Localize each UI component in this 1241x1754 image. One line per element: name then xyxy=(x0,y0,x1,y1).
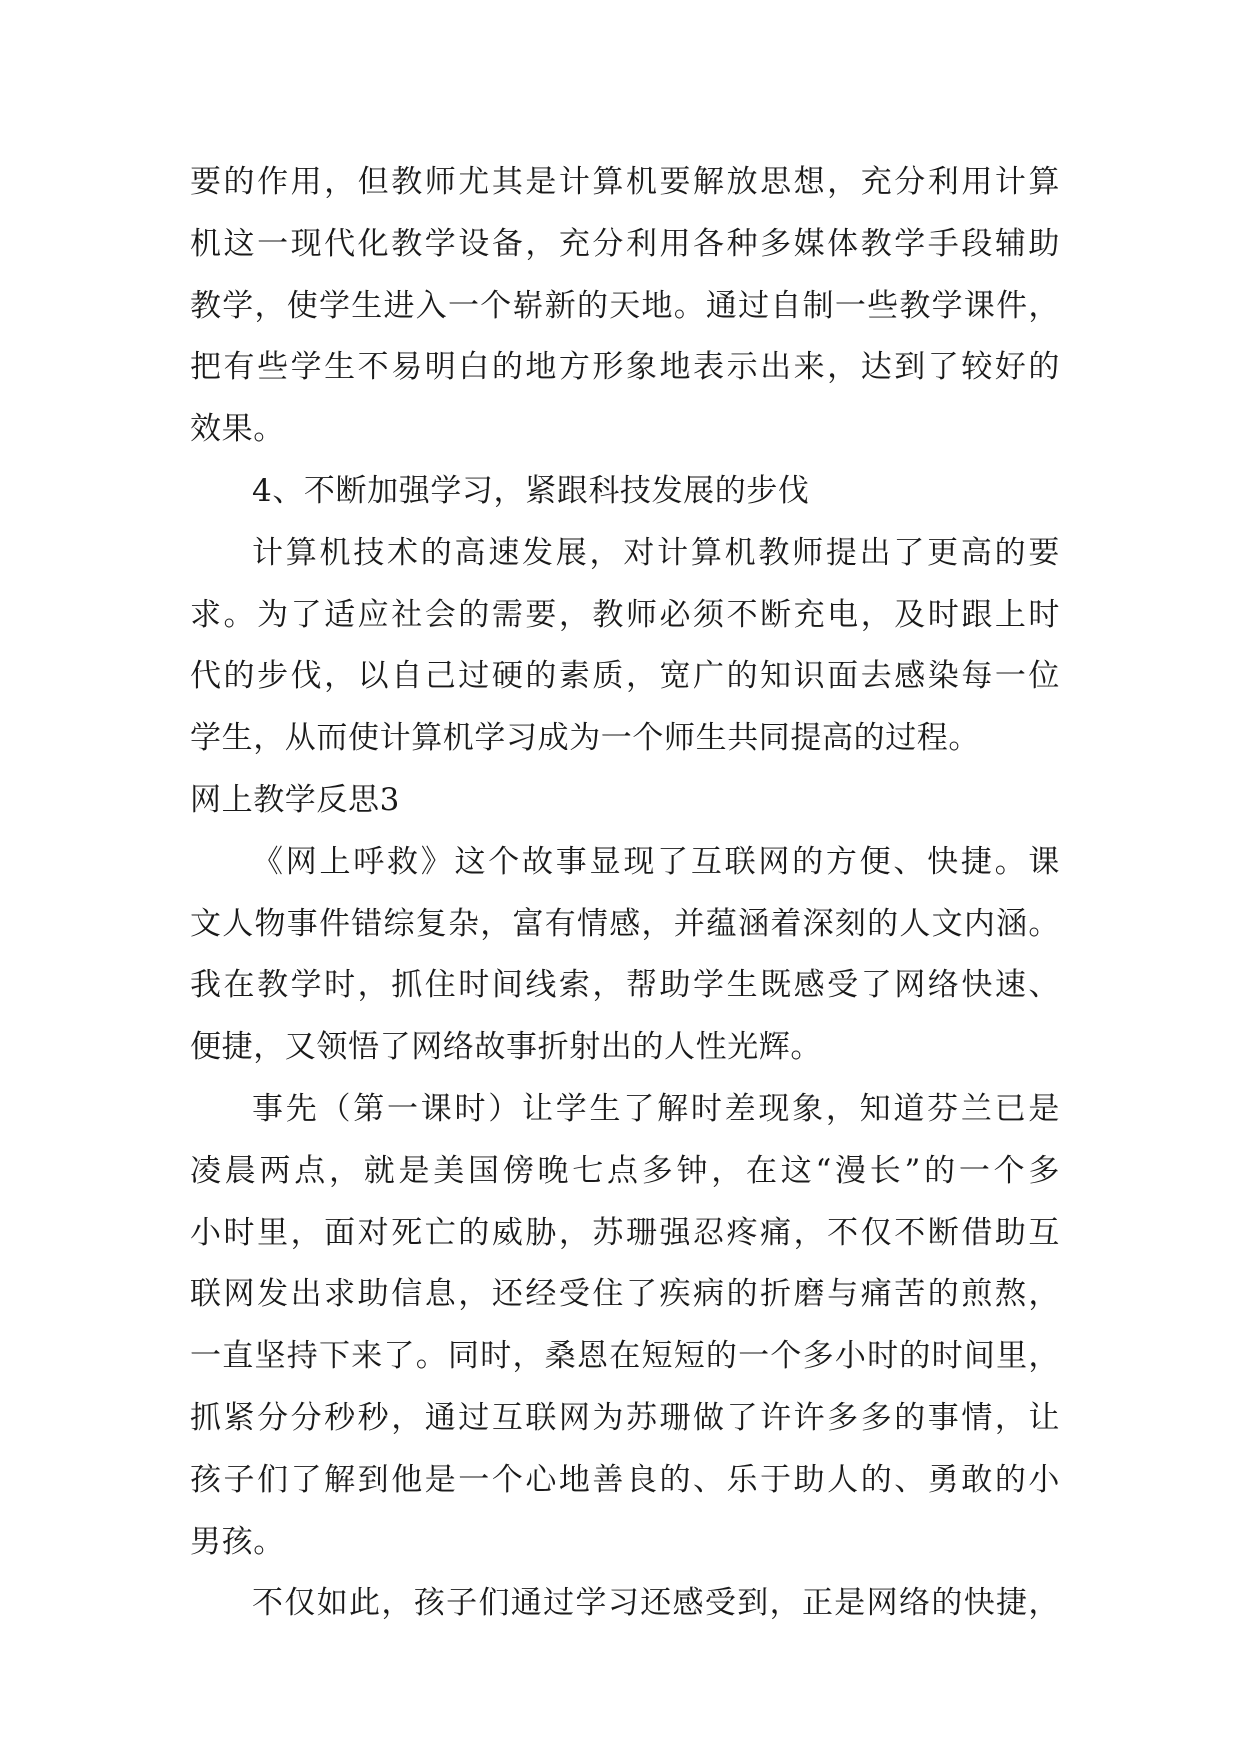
paragraph-line: 一直坚持下来了。同时，桑恩在短短的一个多小时的时间里， xyxy=(190,1338,1060,1375)
paragraph-line: 联网发出求助信息，还经受住了疾病的折磨与痛苦的煎熬， xyxy=(190,1276,1060,1313)
paragraph-line: 事先（第一课时）让学生了解时差现象，知道芬兰已是 xyxy=(252,1090,1060,1127)
paragraph-line: 教学，使学生进入一个崭新的天地。通过自制一些教学课件， xyxy=(190,287,1060,324)
paragraph-line: 抓紧分分秒秒，通过互联网为苏珊做了许许多多的事情，让 xyxy=(190,1399,1060,1436)
paragraph-line: 要的作用，但教师尤其是计算机要解放思想，充分利用计算 xyxy=(190,164,1060,200)
paragraph-line: 《网上呼救》这个故事显现了互联网的方便、快捷。课 xyxy=(252,843,1060,880)
paragraph-line: 学生，从而使计算机学习成为一个师生共同提高的过程。 xyxy=(190,720,980,757)
paragraph-line: 代的步伐，以自己过硬的素质，宽广的知识面去感染每一位 xyxy=(190,658,1060,695)
paragraph-line: 把有些学生不易明白的地方形象地表示出来，达到了较好的 xyxy=(190,349,1060,386)
paragraph-line: 不仅如此，孩子们通过学习还感受到，正是网络的快捷， xyxy=(252,1585,1060,1622)
document-body xyxy=(190,152,1060,1635)
paragraph-line: 便捷，又领悟了网络故事折射出的人性光辉。 xyxy=(190,1029,822,1066)
paragraph-line: 凌晨两点，就是美国傍晚七点多钟，在这“漫长”的一个多 xyxy=(190,1152,1060,1189)
paragraph-line: 小时里，面对死亡的威胁，苏珊强忍疼痛，不仅不断借助互 xyxy=(190,1214,1060,1251)
paragraph-line: 男孩。 xyxy=(190,1523,285,1560)
paragraph-line: 计算机技术的高速发展，对计算机教师提出了更高的要 xyxy=(252,534,1060,571)
section-heading: 4、不断加强学习，紧跟科技发展的步伐 xyxy=(252,472,810,509)
article-title: 网上教学反思3 xyxy=(190,781,400,818)
paragraph-line: 求。为了适应社会的需要，教师必须不断充电，及时跟上时 xyxy=(190,596,1060,633)
paragraph-line: 机这一现代化教学设备，充分利用各种多媒体教学手段辅助 xyxy=(190,225,1060,262)
paragraph-line: 孩子们了解到他是一个心地善良的、乐于助人的、勇敢的小 xyxy=(190,1461,1060,1498)
paragraph-line: 我在教学时，抓住时间线索，帮助学生既感受了网络快速、 xyxy=(190,967,1060,1004)
paragraph-line: 文人物事件错综复杂，富有情感，并蕴涵着深刻的人文内涵。 xyxy=(190,905,1060,942)
paragraph-line: 效果。 xyxy=(190,411,285,448)
